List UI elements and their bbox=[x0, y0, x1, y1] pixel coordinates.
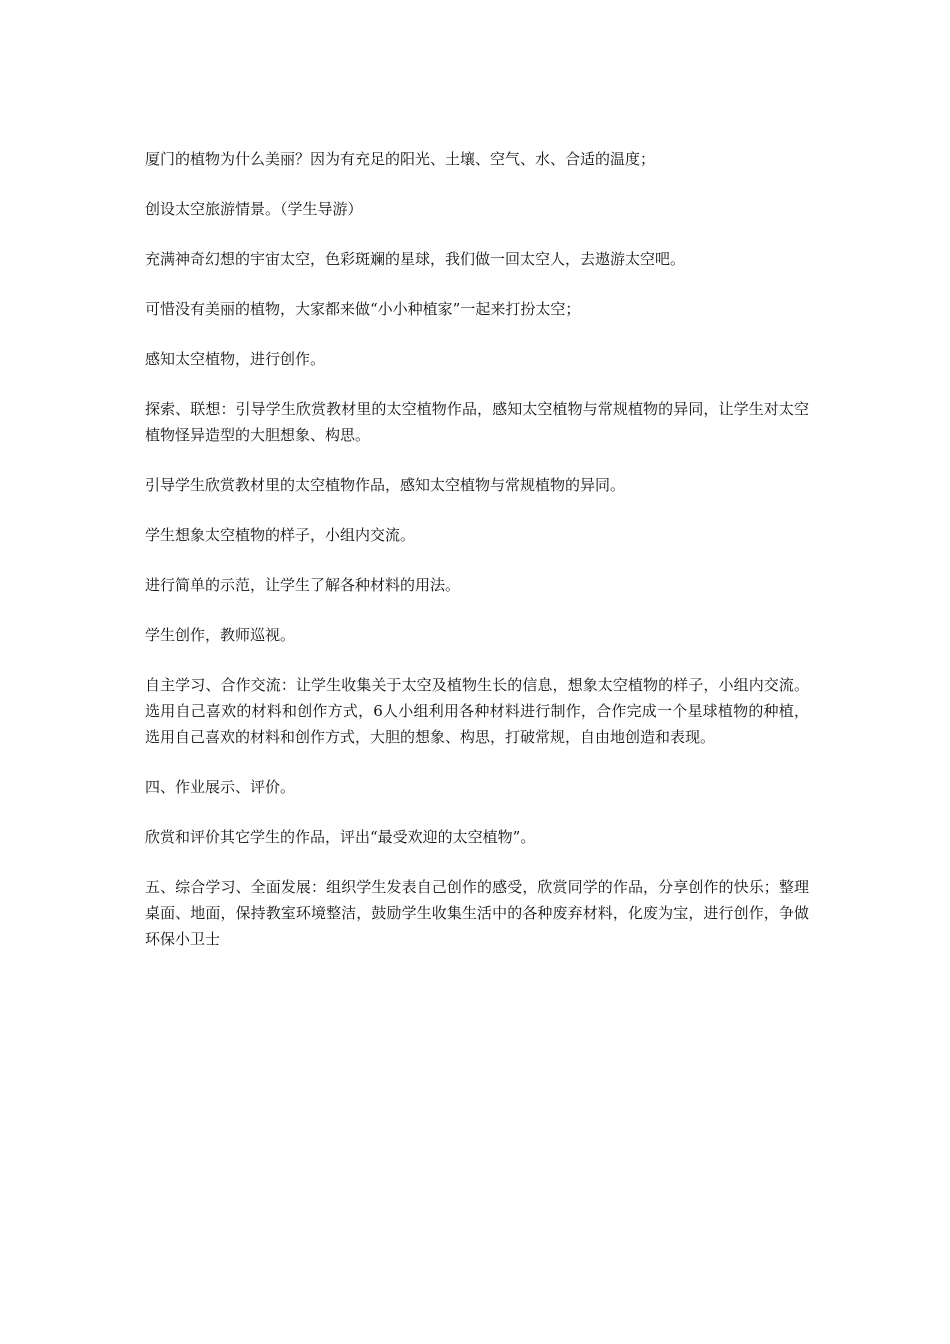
paragraph-14: 五、综合学习、全面发展：组织学生发表自己创作的感受，欣赏同学的作品，分享创作的快乐；整理桌面、地面，保持教室环境整洁，鼓励学生收集生活中的各种废弃材料，化废为宝，进行创作，争做环保小卫士 bbox=[145, 878, 809, 948]
paragraph-2: 创设太空旅游情景。（学生导游） bbox=[145, 200, 363, 218]
paragraph-8: 学生想象太空植物的样子，小组内交流。 bbox=[145, 526, 416, 544]
paragraph-10: 学生创作，教师巡视。 bbox=[145, 626, 296, 644]
paragraph-13: 欣赏和评价其它学生的作品，评出“最受欢迎的太空植物”。 bbox=[145, 828, 536, 846]
paragraph-7: 引导学生欣赏教材里的太空植物作品，感知太空植物与常规植物的异同。 bbox=[145, 476, 626, 494]
paragraph-5: 感知太空植物，进行创作。 bbox=[145, 350, 326, 368]
paragraph-12: 四、作业展示、评价。 bbox=[145, 778, 296, 796]
document-body bbox=[145, 146, 809, 976]
paragraph-6: 探索、联想：引导学生欣赏教材里的太空植物作品，感知太空植物与常规植物的异同，让学生对太空植物怪异造型的大胆想象、构思。 bbox=[145, 400, 809, 444]
paragraph-3: 充满神奇幻想的宇宙太空，色彩斑斓的星球，我们做一回太空人，去遨游太空吧。 bbox=[145, 250, 686, 268]
paragraph-4: 可惜没有美丽的植物，大家都来做“小小种植家”一起来打扮太空； bbox=[145, 300, 581, 318]
paragraph-1: 厦门的植物为什么美丽？因为有充足的阳光、土壤、空气、水、合适的温度； bbox=[145, 150, 656, 168]
paragraph-9: 进行简单的示范，让学生了解各种材料的用法。 bbox=[145, 576, 461, 594]
paragraph-11: 自主学习、合作交流：让学生收集关于太空及植物生长的信息，想象太空植物的样子，小组内交流。选用自己喜欢的材料和创作方式，6人小组利用各种材料进行制作，合作完成一个星球植物的种植，选用自己喜欢的材料和创作方式，大胆的想象、构思，打破常规，自由地创造和表现。 bbox=[145, 676, 809, 746]
